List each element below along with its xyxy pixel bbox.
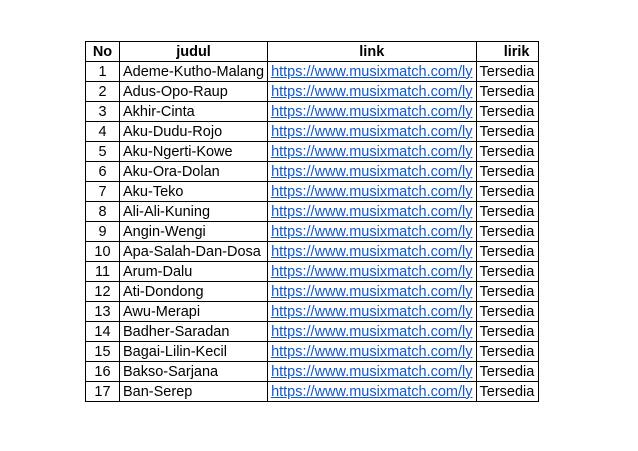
lyrics-status: Tersedia <box>476 202 538 222</box>
song-title: Aku-Ngerti-Kowe <box>120 142 268 162</box>
row-number: 14 <box>86 322 120 342</box>
table-row <box>86 262 539 282</box>
row-number: 12 <box>86 282 120 302</box>
song-title: Badher-Saradan <box>120 322 268 342</box>
lyrics-status: Tersedia <box>476 282 538 302</box>
table-row <box>86 362 539 382</box>
song-link[interactable]: https://www.musixmatch.com/ly <box>268 122 476 142</box>
lyrics-status: Tersedia <box>476 62 538 82</box>
row-number: 1 <box>86 62 120 82</box>
song-link[interactable]: https://www.musixmatch.com/ly <box>268 202 476 222</box>
table-row <box>86 342 539 362</box>
table-row <box>86 202 539 222</box>
song-link[interactable]: https://www.musixmatch.com/ly <box>268 342 476 362</box>
lyrics-status: Tersedia <box>476 182 538 202</box>
row-number: 5 <box>86 142 120 162</box>
row-number: 17 <box>86 382 120 402</box>
lyrics-status: Tersedia <box>476 302 538 322</box>
row-number: 16 <box>86 362 120 382</box>
song-title: Awu-Merapi <box>120 302 268 322</box>
lyrics-status: Tersedia <box>476 82 538 102</box>
lyrics-status: Tersedia <box>476 122 538 142</box>
row-number: 13 <box>86 302 120 322</box>
song-title: Ban-Serep <box>120 382 268 402</box>
lyrics-status: Tersedia <box>476 222 538 242</box>
song-link[interactable]: https://www.musixmatch.com/ly <box>268 302 476 322</box>
table-row <box>86 302 539 322</box>
lyrics-status: Tersedia <box>476 342 538 362</box>
song-title: Ademe-Kutho-Malang <box>120 62 268 82</box>
header-lirik: lirik <box>476 42 538 62</box>
lyrics-status: Tersedia <box>476 382 538 402</box>
row-number: 10 <box>86 242 120 262</box>
lyrics-status: Tersedia <box>476 142 538 162</box>
song-link[interactable]: https://www.musixmatch.com/ly <box>268 322 476 342</box>
song-link[interactable]: https://www.musixmatch.com/ly <box>268 262 476 282</box>
row-number: 9 <box>86 222 120 242</box>
table-row <box>86 322 539 342</box>
song-title: Aku-Ora-Dolan <box>120 162 268 182</box>
song-link[interactable]: https://www.musixmatch.com/ly <box>268 102 476 122</box>
table-row <box>86 222 539 242</box>
header-no: No <box>86 42 120 62</box>
row-number: 15 <box>86 342 120 362</box>
song-link[interactable]: https://www.musixmatch.com/ly <box>268 162 476 182</box>
header-link: link <box>268 42 476 62</box>
song-title: Aku-Dudu-Rojo <box>120 122 268 142</box>
table-row <box>86 382 539 402</box>
row-number: 8 <box>86 202 120 222</box>
song-title: Adus-Opo-Raup <box>120 82 268 102</box>
lyrics-status: Tersedia <box>476 242 538 262</box>
song-link[interactable]: https://www.musixmatch.com/ly <box>268 222 476 242</box>
song-title: Aku-Teko <box>120 182 268 202</box>
song-link[interactable]: https://www.musixmatch.com/ly <box>268 242 476 262</box>
table-row <box>86 62 539 82</box>
row-number: 4 <box>86 122 120 142</box>
lyrics-status: Tersedia <box>476 322 538 342</box>
song-link[interactable]: https://www.musixmatch.com/ly <box>268 362 476 382</box>
table-row <box>86 82 539 102</box>
song-link[interactable]: https://www.musixmatch.com/ly <box>268 62 476 82</box>
song-link[interactable]: https://www.musixmatch.com/ly <box>268 182 476 202</box>
song-title: Bagai-Lilin-Kecil <box>120 342 268 362</box>
row-number: 11 <box>86 262 120 282</box>
header-row <box>86 42 539 62</box>
song-link[interactable]: https://www.musixmatch.com/ly <box>268 142 476 162</box>
song-link[interactable]: https://www.musixmatch.com/ly <box>268 82 476 102</box>
table-row <box>86 182 539 202</box>
table-row <box>86 142 539 162</box>
song-title: Apa-Salah-Dan-Dosa <box>120 242 268 262</box>
table-row <box>86 162 539 182</box>
table-row <box>86 282 539 302</box>
song-link[interactable]: https://www.musixmatch.com/ly <box>268 282 476 302</box>
song-title: Ali-Ali-Kuning <box>120 202 268 222</box>
song-title: Ati-Dondong <box>120 282 268 302</box>
row-number: 2 <box>86 82 120 102</box>
song-title: Arum-Dalu <box>120 262 268 282</box>
table-row <box>86 122 539 142</box>
song-title: Bakso-Sarjana <box>120 362 268 382</box>
song-title: Angin-Wengi <box>120 222 268 242</box>
header-judul: judul <box>120 42 268 62</box>
song-link[interactable]: https://www.musixmatch.com/ly <box>268 382 476 402</box>
song-table <box>85 41 539 402</box>
lyrics-status: Tersedia <box>476 102 538 122</box>
lyrics-status: Tersedia <box>476 162 538 182</box>
lyrics-status: Tersedia <box>476 362 538 382</box>
table-row <box>86 242 539 262</box>
row-number: 6 <box>86 162 120 182</box>
table-row <box>86 102 539 122</box>
song-title: Akhir-Cinta <box>120 102 268 122</box>
table-body <box>86 62 539 402</box>
row-number: 3 <box>86 102 120 122</box>
lyrics-status: Tersedia <box>476 262 538 282</box>
row-number: 7 <box>86 182 120 202</box>
